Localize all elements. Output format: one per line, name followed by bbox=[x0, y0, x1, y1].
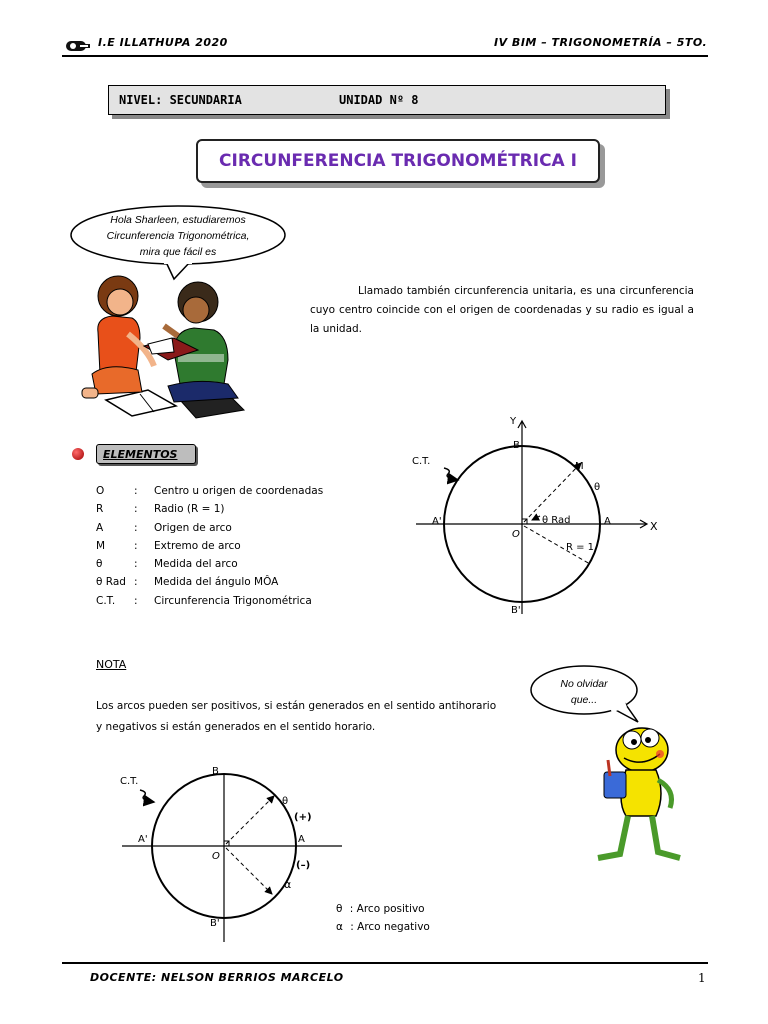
legend-text: : Arco positivo bbox=[349, 903, 425, 915]
nota-line: y negativos si están generados en el sentido horario. bbox=[96, 721, 376, 733]
label-theta-rad: θ Rad bbox=[542, 515, 571, 526]
red-bullet-icon bbox=[72, 448, 84, 460]
bubble-1-line: Hola Sharleen, estudiaremos bbox=[110, 214, 246, 226]
header-rule bbox=[62, 55, 708, 57]
nota-line: Los arcos pueden ser positivos, si están generados en el sentido antihorario bbox=[96, 700, 497, 712]
label-ct: C.T. bbox=[412, 456, 431, 467]
legend-item bbox=[336, 918, 430, 936]
element-description: Centro u origen de coordenadas bbox=[154, 485, 324, 497]
element-colon: : bbox=[134, 539, 138, 552]
label-theta: θ bbox=[282, 796, 289, 807]
footer-teacher: DOCENTE: NELSON BERRIOS MARCELO bbox=[90, 971, 344, 984]
label-minus: (–) bbox=[296, 860, 311, 871]
negative-arc-radius bbox=[226, 848, 272, 894]
nota-paragraph bbox=[96, 696, 516, 738]
legend-symbol: α bbox=[336, 921, 343, 933]
label-b-prime: B' bbox=[511, 605, 521, 616]
header-course: IV BIM – TRIGONOMETRÍA – 5TO. bbox=[494, 36, 708, 49]
element-description: Medida del ángulo MÔA bbox=[154, 576, 279, 589]
label-b: B bbox=[513, 440, 520, 451]
footer-rule bbox=[62, 962, 708, 964]
positive-arc-radius bbox=[226, 796, 274, 844]
label-alpha: α bbox=[284, 878, 292, 891]
nota-heading: NOTA bbox=[96, 658, 127, 671]
unit-circle-diagram bbox=[400, 410, 670, 622]
intro-paragraph: Llamado también circunferencia unitaria, es una circunferencia cuyo centro coincide con el origen de coordenadas y su radio es igual a la unidad. bbox=[310, 285, 694, 335]
level-box bbox=[108, 85, 666, 115]
label-m: M bbox=[575, 461, 584, 472]
label-radius: R = 1 bbox=[566, 542, 595, 553]
label-x: X bbox=[650, 520, 658, 533]
element-colon: : bbox=[134, 576, 138, 589]
speech-bubble-2-text bbox=[536, 676, 632, 708]
element-symbol: M bbox=[96, 539, 106, 552]
element-description: Extremo de arco bbox=[154, 539, 241, 552]
level-label: NIVEL: SECUNDARIA bbox=[119, 93, 242, 107]
radius-om bbox=[524, 463, 581, 522]
unit-label: UNIDAD Nº 8 bbox=[339, 93, 419, 107]
element-symbol: O bbox=[96, 485, 105, 497]
element-colon: : bbox=[134, 521, 138, 534]
bubble-1-line: mira que fácil es bbox=[139, 246, 217, 258]
element-colon: : bbox=[134, 594, 138, 607]
label-ct: C.T. bbox=[120, 776, 139, 787]
label-theta: θ bbox=[594, 482, 601, 493]
element-symbol: θ bbox=[96, 558, 103, 571]
element-colon: : bbox=[134, 485, 138, 497]
element-symbol: θ Rad bbox=[96, 576, 126, 589]
bubble-2-line: que... bbox=[570, 694, 598, 706]
element-symbol: R bbox=[96, 503, 104, 516]
label-b-prime: B' bbox=[210, 918, 220, 929]
element-description: Origen de arco bbox=[154, 521, 232, 534]
header-school: I.E ILLATHUPA 2020 bbox=[98, 36, 228, 49]
label-a-prime: A' bbox=[138, 834, 148, 845]
y-axis-label: Y bbox=[510, 416, 517, 427]
legend-symbol: θ bbox=[336, 903, 343, 915]
label-a: A bbox=[298, 834, 305, 845]
element-description: Radio (R = 1) bbox=[154, 503, 225, 516]
label-b: B bbox=[212, 766, 219, 777]
speech-bubble-1-text bbox=[78, 212, 278, 260]
label-a-prime: A' bbox=[432, 516, 442, 527]
page-number: 1 bbox=[698, 971, 706, 985]
element-symbol: C.T. bbox=[96, 594, 116, 607]
label-plus: (+) bbox=[294, 812, 312, 823]
label-o: O bbox=[512, 529, 520, 540]
legend-text: : Arco negativo bbox=[350, 921, 430, 933]
element-colon: : bbox=[134, 558, 138, 571]
arc-direction-diagram bbox=[112, 760, 348, 946]
frog-mascot-illustration bbox=[586, 720, 686, 866]
arc-legend bbox=[336, 900, 430, 936]
bubble-1-line: Circunferencia Trigonométrica, bbox=[106, 230, 250, 242]
element-symbol: A bbox=[96, 521, 104, 534]
page-title: CIRCUNFERENCIA TRIGONOMÉTRICA I bbox=[196, 139, 600, 183]
elements-heading: ELEMENTOS bbox=[96, 444, 196, 464]
element-description: Medida del arco bbox=[154, 558, 238, 571]
label-a: A bbox=[604, 516, 611, 527]
children-reading-illustration bbox=[78, 262, 250, 422]
legend-item bbox=[336, 900, 430, 918]
bubble-2-line: No olvidar bbox=[560, 678, 608, 690]
element-colon: : bbox=[134, 503, 138, 516]
label-o: O bbox=[212, 851, 220, 862]
element-description: Circunferencia Trigonométrica bbox=[154, 594, 312, 607]
